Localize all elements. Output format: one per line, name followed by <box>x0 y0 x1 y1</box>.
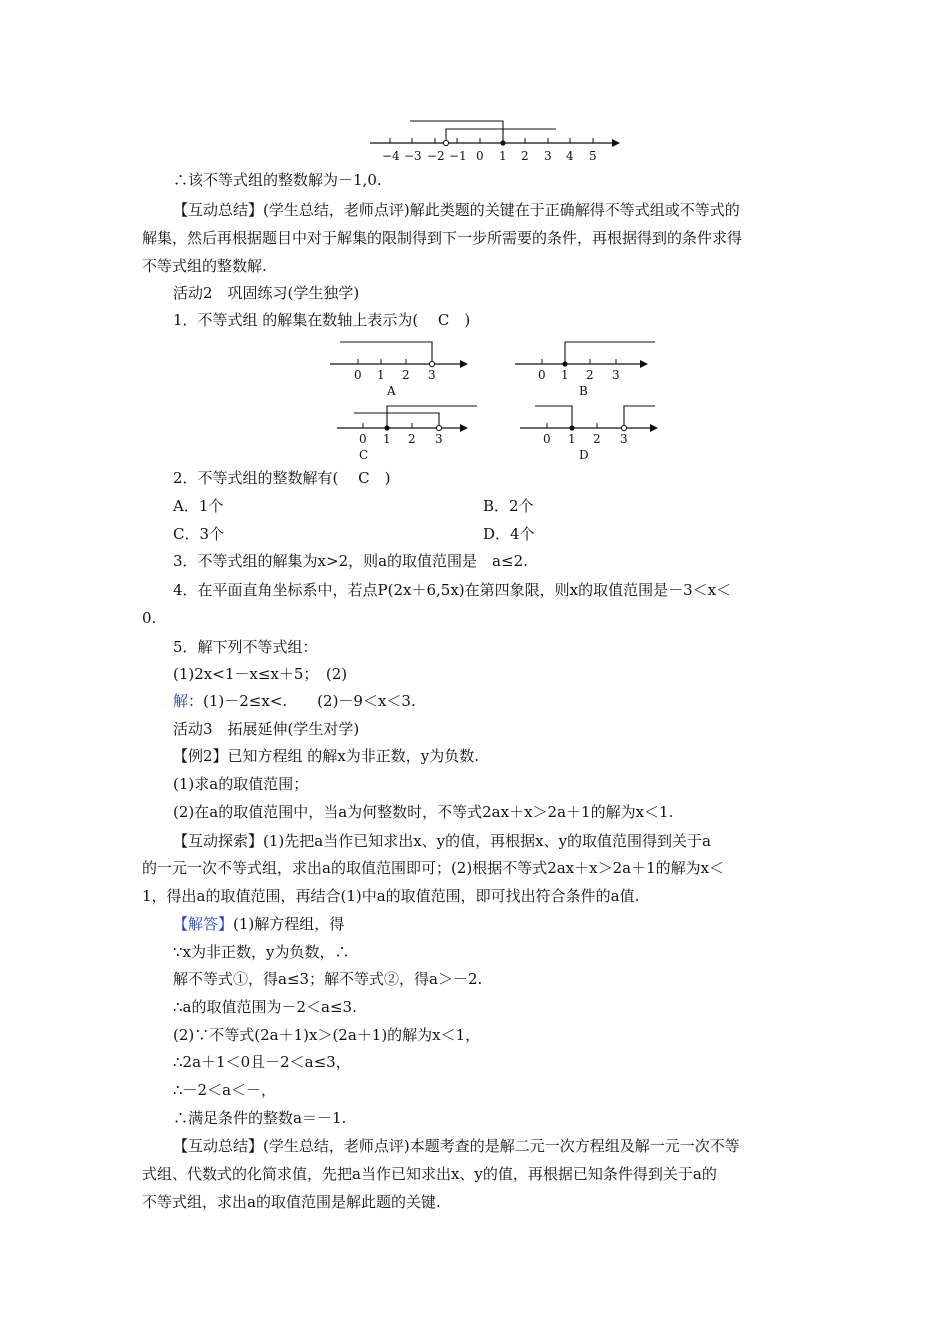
tick-label: 2 <box>402 368 410 382</box>
solution-line: ∴满足条件的整数a＝－1. <box>173 1109 347 1127</box>
tick-label: 3 <box>612 368 620 382</box>
option-a: A．1个 <box>173 497 224 515</box>
option-b: B．2个 <box>483 497 534 515</box>
figure-b <box>510 338 670 398</box>
question-2: 2．不等式组的整数解有( C ) <box>173 469 391 487</box>
open-point <box>443 140 448 145</box>
option-label: D <box>579 448 589 462</box>
tick-label: 3 <box>428 368 436 382</box>
tick-label: 1 <box>499 149 507 163</box>
solution-line: (2)∵不等式(2a＋1)x＞(2a＋1)的解为x＜1， <box>173 1026 481 1044</box>
question-4-cont: 0. <box>142 609 157 627</box>
figure-d <box>515 402 685 462</box>
figure-c <box>332 402 492 462</box>
text-line: 解集，然后再根据题目中对于解集的限制得到下一步所需要的条件，再根据得到的条件求得 <box>142 229 743 247</box>
tick-label: 3 <box>620 432 628 446</box>
question-5-parts: (1)2x<1－x≤x＋5； (2) <box>173 665 348 683</box>
tick-label: 0 <box>354 368 362 382</box>
tick-label: −3 <box>404 149 422 163</box>
option-label: B <box>579 384 588 398</box>
question-4: 4．在平面直角坐标系中，若点P(2x＋6,5x)在第四象限，则x的取值范围是－3＜x＜ <box>173 581 732 599</box>
example-2-part-1: (1)求a的取值范围； <box>173 775 309 793</box>
section-heading: 活动2 巩固练习(学生独学) <box>173 284 360 302</box>
summary-line: 【互动总结】(学生总结，老师点评)本题考查的是解二元一次方程组及解一元一次不等 <box>173 1137 740 1155</box>
explore-line: 1，得出a的取值范围，再结合(1)中a的取值范围，即可找出符合条件的a值. <box>142 887 640 905</box>
text-line: 不等式组的整数解. <box>142 257 267 275</box>
tick-label: 4 <box>566 149 574 163</box>
tick-label: 1 <box>561 368 569 382</box>
option-label: A <box>387 384 396 398</box>
axis-arrow <box>612 139 620 147</box>
tick-label: 1 <box>377 368 385 382</box>
option-c: C．3个 <box>173 525 225 543</box>
region-from-minus2 <box>446 129 556 143</box>
solution-line: ∴a的取值范围为－2＜a≤3. <box>173 998 357 1016</box>
tick-label: 0 <box>538 368 546 382</box>
tick-label: −1 <box>449 149 467 163</box>
solution-line: ∴2a＋1＜0且－2＜a≤3， <box>173 1053 351 1071</box>
summary-line: 式组、代数式的化简求值，先把a当作已知求出x、y的值，再根据已知条件得到关于a的 <box>142 1165 717 1183</box>
option-d: D．4个 <box>483 525 535 543</box>
question-3: 3．不等式组的解集为x>2，则a的取值范围是 a≤2. <box>173 552 528 570</box>
tick-label: 2 <box>586 368 594 382</box>
explore-line: 的一元一次不等式组，求出a的取值范围即可；(2)根据不等式2ax＋x＞2a＋1的解为x＜ <box>142 859 725 877</box>
solution-text: (1)解方程组，得 <box>233 915 345 933</box>
example-2: 【例2】已知方程组 的解x为非正数，y为负数. <box>173 747 480 765</box>
tick-label: −4 <box>382 149 400 163</box>
solution-line <box>173 914 344 934</box>
question-1: 1．不等式组 的解集在数轴上表示为( C ) <box>173 311 471 329</box>
tick-label: 0 <box>359 432 367 446</box>
answer-text: ：(1)－2≤x<. (2)－9＜x＜3. <box>188 692 416 710</box>
question-5: 5．解下列不等式组： <box>173 638 318 656</box>
tick-label: 2 <box>408 432 416 446</box>
tick-label: 3 <box>435 432 443 446</box>
closed-point <box>500 140 505 145</box>
explore-line: 【互动探索】(1)先把a当作已知求出x、y的值，再根据x、y的取值范围得到关于a <box>173 832 712 850</box>
answer-label: 解 <box>173 692 189 710</box>
tick-label: 0 <box>476 149 484 163</box>
axis-ticks <box>390 138 593 143</box>
summary-line: 不等式组，求出a的取值范围是解此题的关键. <box>142 1193 441 1211</box>
tick-label: −2 <box>427 149 445 163</box>
tick-label: 0 <box>543 432 551 446</box>
answer-line <box>173 691 416 711</box>
tick-label: 1 <box>383 432 391 446</box>
solution-line: 解不等式①，得a≤3；解不等式②，得a＞－2. <box>173 970 483 988</box>
example-2-part-2: (2)在a的取值范围中，当a为何整数时，不等式2ax＋x＞2a＋1的解为x＜1. <box>173 803 674 821</box>
text-line: ∴该不等式组的整数解为－1,0. <box>173 171 382 189</box>
solution-line: ∴－2＜a＜－， <box>173 1081 277 1099</box>
figure-a <box>325 338 475 398</box>
tick-label: 3 <box>544 149 552 163</box>
tick-label: 5 <box>589 149 597 163</box>
section-heading: 活动3 拓展延伸(学生对学) <box>173 720 360 738</box>
tick-label: 2 <box>593 432 601 446</box>
tick-label: 2 <box>521 149 529 163</box>
axis-tick-labels <box>382 149 597 163</box>
top-number-line <box>0 115 950 165</box>
solution-label: 【解答】 <box>173 915 234 933</box>
solution-line: ∵x为非正数，y为负数，∴ <box>173 943 350 961</box>
text-line: 【互动总结】(学生总结，老师点评)解此类题的关键在于正确解得不等式组或不等式的 <box>173 201 740 219</box>
tick-label: 1 <box>568 432 576 446</box>
option-label: C <box>359 448 369 462</box>
